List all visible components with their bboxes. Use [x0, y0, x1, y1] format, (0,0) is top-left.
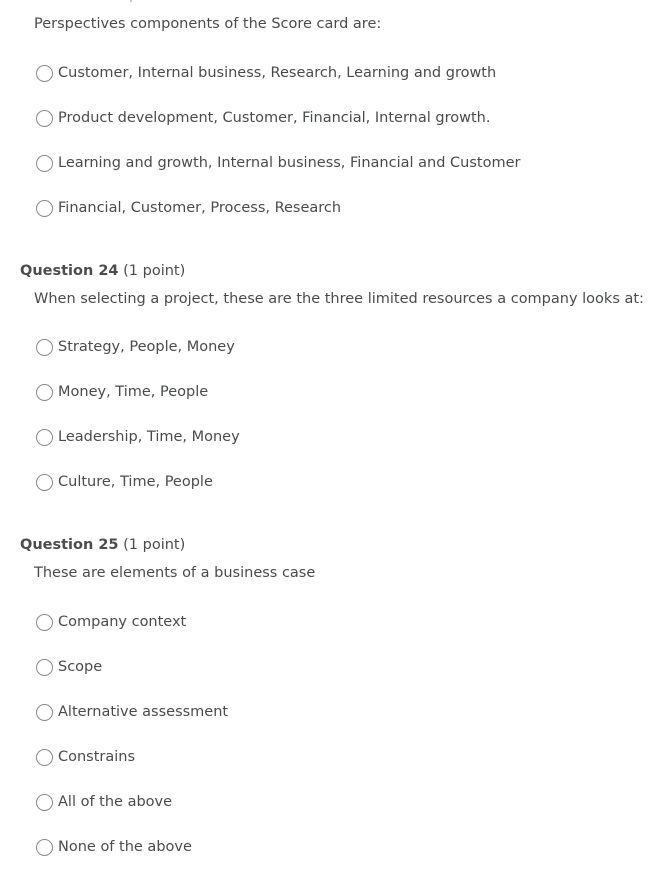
answer-label[interactable]: Money, Time, People	[58, 384, 209, 400]
radio-button[interactable]	[36, 794, 53, 811]
radio-button[interactable]	[36, 200, 53, 217]
answer-option[interactable]	[36, 611, 186, 633]
question-header	[20, 535, 185, 555]
answer-option[interactable]	[36, 426, 240, 448]
radio-button[interactable]	[36, 704, 53, 721]
radio-button[interactable]	[36, 339, 53, 356]
answer-label[interactable]: Constrains	[58, 749, 136, 765]
question-header	[20, 261, 185, 281]
scroll-artifact	[130, 0, 132, 2]
answer-option[interactable]	[36, 836, 192, 858]
radio-button[interactable]	[36, 749, 53, 766]
question-number: Question 24	[20, 263, 119, 279]
answer-option[interactable]	[36, 336, 235, 358]
answer-label[interactable]: None of the above	[58, 839, 192, 855]
answer-option[interactable]	[36, 656, 102, 678]
answer-option[interactable]	[36, 381, 208, 403]
radio-button[interactable]	[36, 614, 53, 631]
question-number: Question 25	[20, 537, 119, 553]
question-points: (1 point)	[123, 537, 186, 553]
answer-label[interactable]: Culture, Time, People	[58, 474, 213, 490]
answer-option[interactable]	[36, 197, 341, 219]
question-prompt: These are elements of a business case	[34, 565, 316, 581]
radio-button[interactable]	[36, 65, 53, 82]
radio-button[interactable]	[36, 429, 53, 446]
question-prompt: When selecting a project, these are the three limited resources a company looks at:	[34, 291, 644, 307]
answer-label[interactable]: Scope	[58, 659, 103, 675]
answer-label[interactable]: Product development, Customer, Financial, Internal growth.	[58, 110, 491, 126]
answer-option[interactable]	[36, 701, 228, 723]
answer-option[interactable]	[36, 107, 490, 129]
answer-option[interactable]	[36, 471, 213, 493]
answer-label[interactable]: Financial, Customer, Process, Research	[58, 200, 342, 216]
answer-label[interactable]: Strategy, People, Money	[58, 339, 235, 355]
answer-option[interactable]	[36, 746, 135, 768]
radio-button[interactable]	[36, 155, 53, 172]
answer-label[interactable]: Leadership, Time, Money	[58, 429, 240, 445]
answer-label[interactable]: Alternative assessment	[58, 704, 229, 720]
radio-button[interactable]	[36, 659, 53, 676]
answer-label[interactable]: All of the above	[58, 794, 173, 810]
question-points: (1 point)	[123, 263, 186, 279]
radio-button[interactable]	[36, 384, 53, 401]
radio-button[interactable]	[36, 839, 53, 856]
answer-label[interactable]: Learning and growth, Internal business, Financial and Customer	[58, 155, 521, 171]
answer-option[interactable]	[36, 62, 496, 84]
answer-option[interactable]	[36, 152, 520, 174]
answer-label[interactable]: Company context	[58, 614, 187, 630]
radio-button[interactable]	[36, 110, 53, 127]
question-prompt: Perspectives components of the Score card are:	[34, 16, 382, 32]
answer-option[interactable]	[36, 791, 172, 813]
answer-label[interactable]: Customer, Internal business, Research, Learning and growth	[58, 65, 497, 81]
radio-button[interactable]	[36, 474, 53, 491]
